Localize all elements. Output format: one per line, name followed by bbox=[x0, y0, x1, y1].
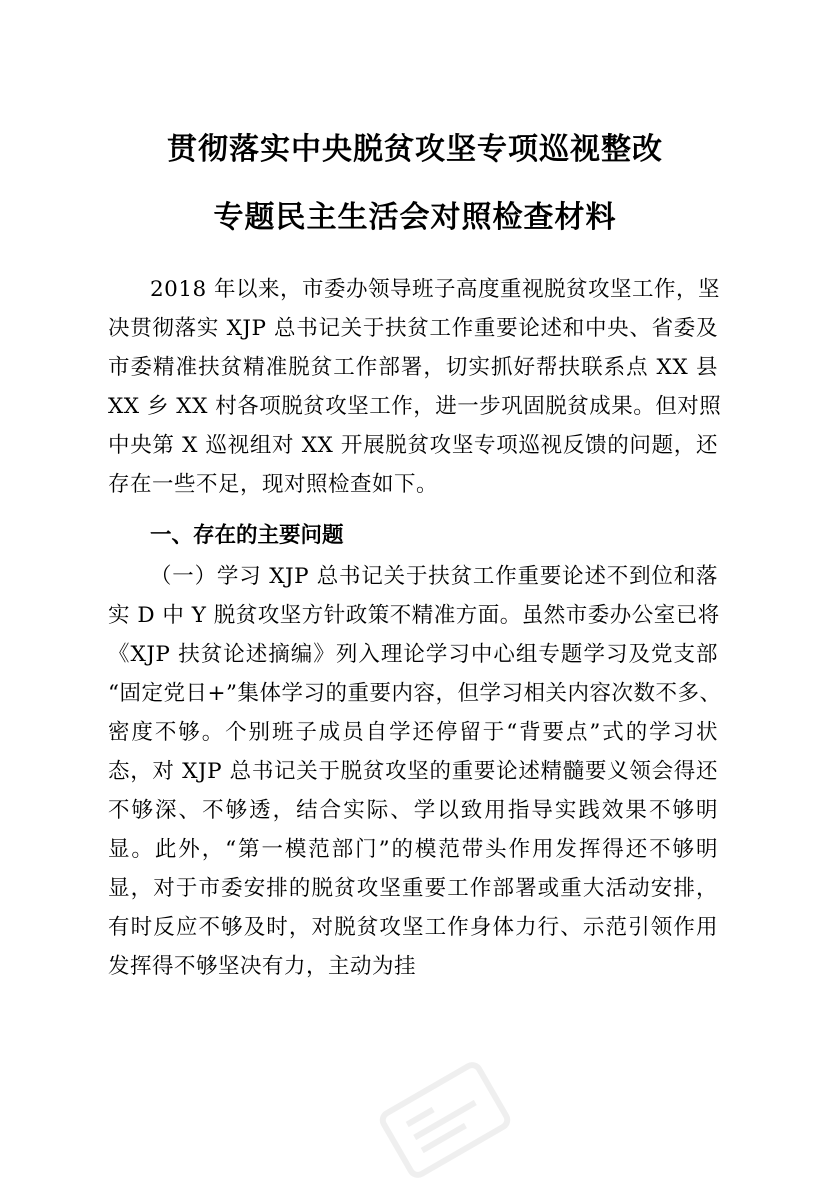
section-line: 密度不够。个别班子成员自学还停留于“背要点”式的学习状 bbox=[108, 720, 718, 745]
intro-line: 存在一些不足，现对照检查如下。 bbox=[108, 472, 439, 497]
section-line: 不够深、不够透，结合实际、学以致用指导实践效果不够明 bbox=[108, 798, 718, 823]
section-line: 有时反应不够及时，对脱贫攻坚工作身体力行、示范引领作用 bbox=[108, 915, 718, 940]
section-line: （一）学习 XJP 总书记关于扶贫工作重要论述不到位和落 bbox=[150, 564, 718, 589]
intro-line: 市委精准扶贫精准脱贫工作部署，切实抓好帮扶联系点 XX 县 bbox=[108, 355, 718, 380]
document-title-line-1: 贯彻落实中央脱贫攻坚专项巡视整改 bbox=[167, 132, 663, 167]
section-line: “固定党日+”集体学习的重要内容，但学习相关内容次数不多、 bbox=[108, 681, 722, 706]
section-line: 显，对于市委安排的脱贫攻坚重要工作部署或重大活动安排， bbox=[108, 876, 718, 901]
intro-line: 中央第 X 巡视组对 XX 开展脱贫攻坚专项巡视反馈的问题，还 bbox=[108, 433, 718, 458]
intro-line: XX 乡 XX 村各项脱贫攻坚工作，进一步巩固脱贫成果。但对照 bbox=[108, 394, 722, 419]
intro-line: 决贯彻落实 XJP 总书记关于扶贫工作重要论述和中央、省委及 bbox=[108, 316, 718, 341]
section-line: 显。此外，“第一模范部门”的模范带头作用发挥得还不够明 bbox=[108, 837, 718, 862]
intro-line: 2018 年以来，市委办领导班子高度重视脱贫攻坚工作，坚 bbox=[150, 277, 721, 302]
section-line: 《XJP 扶贫论述摘编》列入理论学习中心组专题学习及党支部 bbox=[108, 642, 718, 667]
section-line: 实 D 中 Y 脱贫攻坚方针政策不精准方面。虽然市委办公室已将 bbox=[108, 603, 720, 628]
watermark-logo bbox=[360, 1060, 530, 1180]
document-title-line-2: 专题民主生活会对照检查材料 bbox=[213, 200, 617, 235]
section-line: 发挥得不够坚决有力，主动为挂 bbox=[108, 954, 417, 979]
section-heading: 一、存在的主要问题 bbox=[150, 523, 344, 548]
section-line: 态，对 XJP 总书记关于脱贫攻坚的重要论述精髓要义领会得还 bbox=[108, 759, 718, 784]
